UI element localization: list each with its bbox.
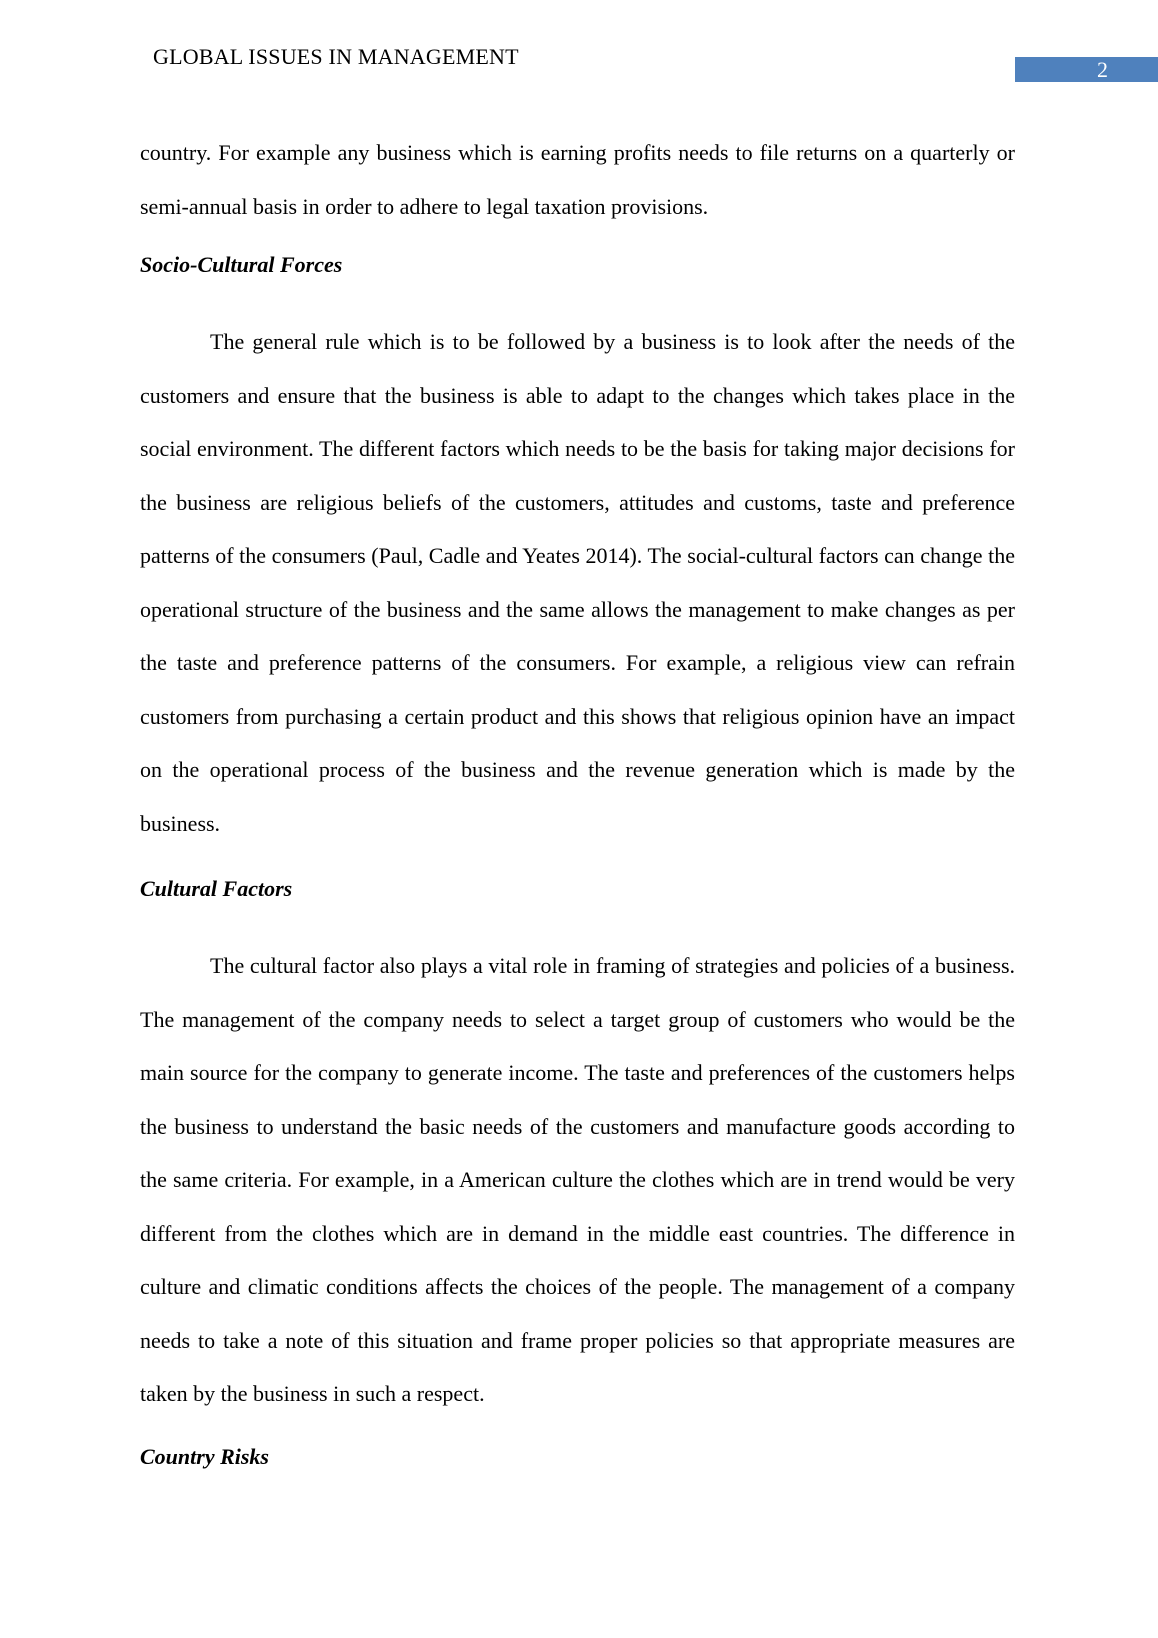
heading-cultural-factors: Cultural Factors [140, 876, 293, 901]
running-head-title: GLOBAL ISSUES IN MANAGEMENT [153, 44, 519, 69]
paragraph-cultural-factors: The cultural factor also plays a vital role in framing of strategies and policies of a business. The management of the company needs to select a target group of customers who would be the main source for the company to generate income. The taste and preferences of the customers helps the business to understand the basic needs of the customers and manufacture goods according to the same criteria. For example, in a American culture the clothes which are in trend would be very different from the clothes which are in demand in the middle east countries. The difference in culture and climatic conditions affects the choices of the people. The management of a company needs to take a note of this situation and frame proper policies so that appropriate measures are taken by the business in such a respect. [140, 953, 1015, 1406]
paragraph-socio-cultural: The general rule which is to be followed by a business is to look after the needs of the customers and ensure that the business is able to adapt to the changes which takes place in the social environment. The different factors which needs to be the basis for taking major decisions for the business are religious beliefs of the customers, attitudes and customs, taste and preference patterns of the consumers (Paul, Cadle and Yeates 2014). The social-cultural factors can change the operational structure of the business and the same allows the management to make changes as per the taste and preference patterns of the consumers. For example, a religious view can refrain customers from purchasing a certain product and this shows that religious opinion have an impact on the operational process of the business and the revenue generation which is made by the business. [140, 329, 1015, 836]
heading-socio-cultural-forces: Socio-Cultural Forces [140, 252, 343, 277]
page-number-badge: 2 [1015, 57, 1158, 82]
paragraph-continued: country. For example any business which is earning profits needs to file returns on a quarterly or semi-annual basis in order to adhere to legal taxation provisions. [140, 140, 1015, 219]
heading-country-risks: Country Risks [140, 1444, 269, 1469]
